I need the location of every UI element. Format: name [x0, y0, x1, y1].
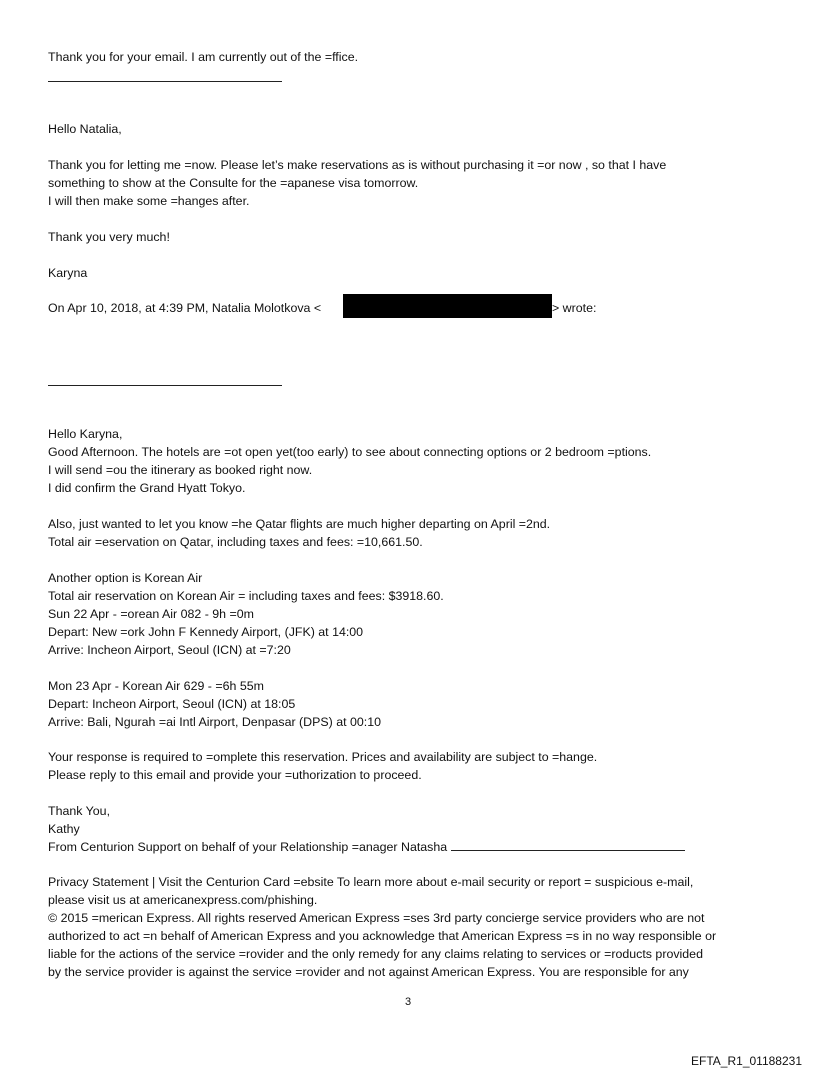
- signature-rule: [451, 850, 685, 851]
- auto-reply-text: Thank you for your email. I am currently out of the =ffice.: [48, 50, 359, 64]
- body-line: I will send =ou the itinerary as booked right now.: [48, 463, 313, 477]
- document-id: EFTA_R1_01188231: [691, 1054, 802, 1068]
- flight-line: Depart: New =ork John F Kennedy Airport, (JFK) at 14:00: [48, 625, 364, 639]
- body-line: Please reply to this email and provide your =uthorization to proceed.: [48, 768, 422, 782]
- greeting-natalia: Hello Natalia,: [48, 122, 122, 136]
- body-line: Total air =eservation on Qatar, including taxes and fees: =10,661.50.: [48, 535, 423, 549]
- body-line: Also, just wanted to let you know =he Qatar flights are much higher departing on April =2nd.: [48, 517, 551, 531]
- thanks-line: Thank you very much!: [48, 230, 170, 244]
- privacy-line: © 2015 =merican Express. All rights reserved American Express =ses 3rd party concierge service providers who are not: [48, 911, 705, 925]
- flight-line: Depart: Incheon Airport, Seoul (ICN) at 18:05: [48, 697, 296, 711]
- body-line: Good Afternoon. The hotels are =ot open yet(too early) to see about connecting options or 2 bedroom =ptions.: [48, 445, 652, 459]
- quote-header-end: > wrote:: [552, 301, 597, 315]
- body-line: something to show at the Consulte for the =apanese visa tomorrow.: [48, 176, 419, 190]
- body-line: I will then make some =hanges after.: [48, 194, 250, 208]
- separator-rule: [48, 385, 282, 386]
- privacy-line: please visit us at americanexpress.com/phishing.: [48, 893, 318, 907]
- flight-line: Arrive: Bali, Ngurah =ai Intl Airport, Denpasar (DPS) at 00:10: [48, 715, 381, 729]
- flight-line: Mon 23 Apr - Korean Air 629 - =6h 55m: [48, 679, 264, 693]
- redaction-box: [343, 294, 552, 318]
- closing-line: Thank You,: [48, 804, 111, 818]
- page-number: 3: [404, 996, 412, 1008]
- quote-header-start: On Apr 10, 2018, at 4:39 PM, Natalia Molotkova <: [48, 301, 322, 315]
- from-line: [48, 838, 685, 856]
- body-line: Another option is Korean Air: [48, 571, 203, 585]
- signature-kathy: Kathy: [48, 822, 80, 836]
- flight-line: Arrive: Incheon Airport, Seoul (ICN) at =7:20: [48, 643, 291, 657]
- body-line: Thank you for letting me =now. Please let’s make reservations as is without purchasing it =or now , so that I have: [48, 158, 667, 172]
- privacy-line: Privacy Statement | Visit the Centurion Card =ebsite To learn more about e-mail security or report = suspicious e-mail,: [48, 875, 694, 889]
- body-line: I did confirm the Grand Hyatt Tokyo.: [48, 481, 246, 495]
- flight-line: Sun 22 Apr - =orean Air 082 - 9h =0m: [48, 607, 254, 621]
- greeting-karyna: Hello Karyna,: [48, 427, 123, 441]
- privacy-line: liable for the actions of the service =rovider and the only remedy for any claims relating to services or =roducts provided: [48, 947, 703, 961]
- privacy-line: authorized to act =n behalf of American Express and you acknowledge that American Express =s in no way responsible or: [48, 929, 717, 943]
- privacy-line: by the service provider is against the service =rovider and not against American Express. You are responsible for any: [48, 965, 689, 979]
- from-line-text: From Centurion Support on behalf of your Relationship =anager Natasha: [48, 840, 448, 854]
- body-line: Total air reservation on Korean Air = including taxes and fees: $3918.60.: [48, 589, 444, 603]
- body-line: Your response is required to =omplete this reservation. Prices and availability are subject to =hange.: [48, 750, 598, 764]
- signature-karyna: Karyna: [48, 266, 88, 280]
- separator-rule: [48, 81, 282, 82]
